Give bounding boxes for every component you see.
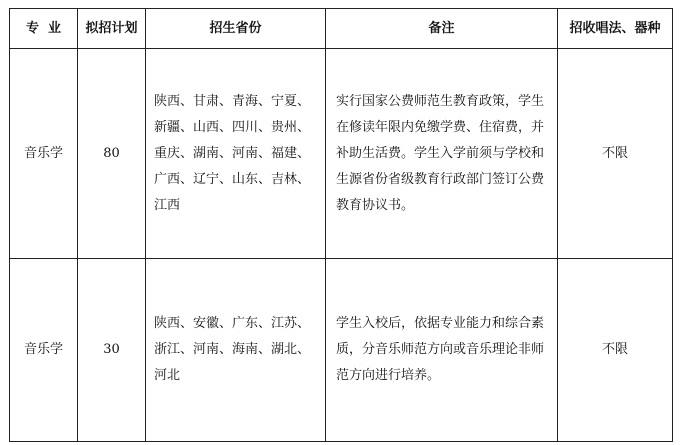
header-provinces: 招生省份: [146, 9, 326, 49]
header-method: 招收唱法、器种: [558, 9, 673, 49]
table-row: [10, 259, 673, 442]
cell-notes: [326, 259, 558, 442]
provinces-text: 陕西、甘肃、青海、宁夏、新疆、山西、四川、贵州、重庆、湖南、河南、福建、广西、辽宁、山东、吉林、江西: [154, 93, 311, 213]
header-row: [10, 9, 673, 49]
header-plan: 拟招计划: [78, 9, 146, 49]
cell-major: 音乐学: [10, 49, 78, 259]
cell-provinces: [146, 49, 326, 259]
admission-table: [9, 8, 673, 442]
table-row: [10, 49, 673, 259]
cell-plan: 30: [78, 259, 146, 442]
header-major: 专 业: [10, 9, 78, 49]
cell-notes: [326, 49, 558, 259]
cell-method: 不限: [558, 259, 673, 442]
notes-text: 学生入校后，依据专业能力和综合素质，分音乐师范方向或音乐理论非师范方向进行培养。: [336, 316, 545, 383]
notes-text: 实行国家公费师范生教育政策，学生在修读年限内免缴学费、住宿费，并补助生活费。学生入学前须与学校和生源省份省级教育行政部门签订公费教育协议书。: [336, 93, 545, 213]
provinces-text: 陕西、安徽、广东、江苏、浙江、河南、海南、湖北、河北: [154, 316, 311, 383]
cell-provinces: [146, 259, 326, 442]
header-notes: 备注: [326, 9, 558, 49]
cell-plan: 80: [78, 49, 146, 259]
cell-method: 不限: [558, 49, 673, 259]
cell-major: 音乐学: [10, 259, 78, 442]
